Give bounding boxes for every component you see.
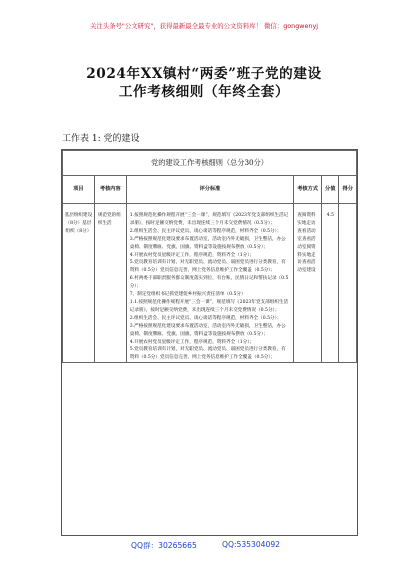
header-got: 得分 bbox=[339, 176, 357, 204]
criteria-item: 6.村两委干部职责服务群众制度落实到位，有台账、民情日记和帮扶记录（0.5分）； bbox=[129, 276, 289, 290]
table-caption: 党的建设工作考核细则（总分30分） bbox=[63, 151, 357, 176]
document-title-line1: 2024年XX镇村“两委”班子党的建设 bbox=[86, 66, 322, 82]
cell-criteria bbox=[126, 204, 294, 363]
assessment-table bbox=[61, 149, 358, 536]
criteria-item: 5.党员教育培训有计划，对无职党员、流动党员、弱困党员进行分类教育，有资料（0.5分）党员信息完善，网上党务信息维护工作全覆盖（0.5分）； bbox=[129, 347, 286, 361]
header-content: 考核内容 bbox=[94, 176, 126, 204]
cell-method: 查阅资料实地走访查看活动室查看活动室阅资料实地走访查看活动室建设 bbox=[294, 204, 322, 363]
criteria-item: 4.开展农村党员星级评定工作，程序规范，资料齐全（1分）； bbox=[129, 339, 255, 345]
criteria-item: 2.组织生活会、民主评议党员、谈心谈话等程序规范，材料齐全（0.5分）； bbox=[129, 315, 282, 321]
criteria-item: 1.1.按照规范化操作规程开展“三会一课”，规范填写《2023年党支部组织生活记录册》，按时足额交纳党费，未出现连续三个月未交党费情况（0.5分）； bbox=[129, 299, 289, 313]
criteria-item: 4.开展农村党员星级评定工作，程序规范，资料齐全（1分）； bbox=[129, 252, 255, 258]
criteria-item: 3.严格按照规范化建设要求布置活动室，活动室内外无破损，卫生整洁，办公桌椅、制度牌匾、党旗、国旗、资料盒等设施按规布摆放（0.5分）； bbox=[129, 323, 286, 337]
criteria-item: 5.党员教育培训有计划，对无职党员、流动党员、弱困党员进行分类教育，有资料（0.5分）党员信息完善，网上党务信息维护工作全覆盖（0.5分）； bbox=[129, 260, 286, 274]
promo-banner: 关注头条号"公文研究"，获得最新最全最专业的公文资料库！ 微信：gongwenyj bbox=[89, 22, 319, 30]
section-label: 工作表 1: 党的建设 bbox=[62, 134, 140, 144]
criteria-item: 7、制定党组织书记抓党建促乡村振兴责任清单（0.5分） bbox=[129, 292, 246, 298]
cell-content: 规范党的组织生活 bbox=[94, 204, 126, 363]
cell-score: 4.5 bbox=[322, 204, 339, 363]
criteria-item: 2.组织生活会、民主评议党员、谈心谈话等程序规范，材料齐全（0.5分）； bbox=[129, 228, 282, 234]
header-method: 考核方式 bbox=[294, 176, 322, 204]
header-project: 项目 bbox=[63, 176, 95, 204]
qq-group: QQ群：30265665 bbox=[131, 541, 197, 550]
criteria-item: 3.严格按照规范化建设要求布置活动室，活动室内外无破损，卫生整洁，办公桌椅、制度牌匾、党旗、国旗、资料盒等设施按规布摆放（0.5分）； bbox=[129, 236, 286, 250]
cell-project: 基层组织建设（8分）基层组织（8分） bbox=[63, 204, 95, 363]
criteria-item: 1.按照规范化操作规程开展“三会一课”，规范填写《2023年党支部组织生活记录册》，按时足额交纳党费，未出现连续三个月未交党费情况（0.5分）； bbox=[129, 213, 289, 226]
header-score: 分值 bbox=[322, 176, 339, 204]
header-criteria: 评分标准 bbox=[126, 176, 294, 204]
document-title-line2: 工作考核细则（年终全套） bbox=[118, 84, 290, 100]
cell-got bbox=[339, 204, 357, 363]
qq-number: QQ:535304092 bbox=[222, 540, 280, 549]
